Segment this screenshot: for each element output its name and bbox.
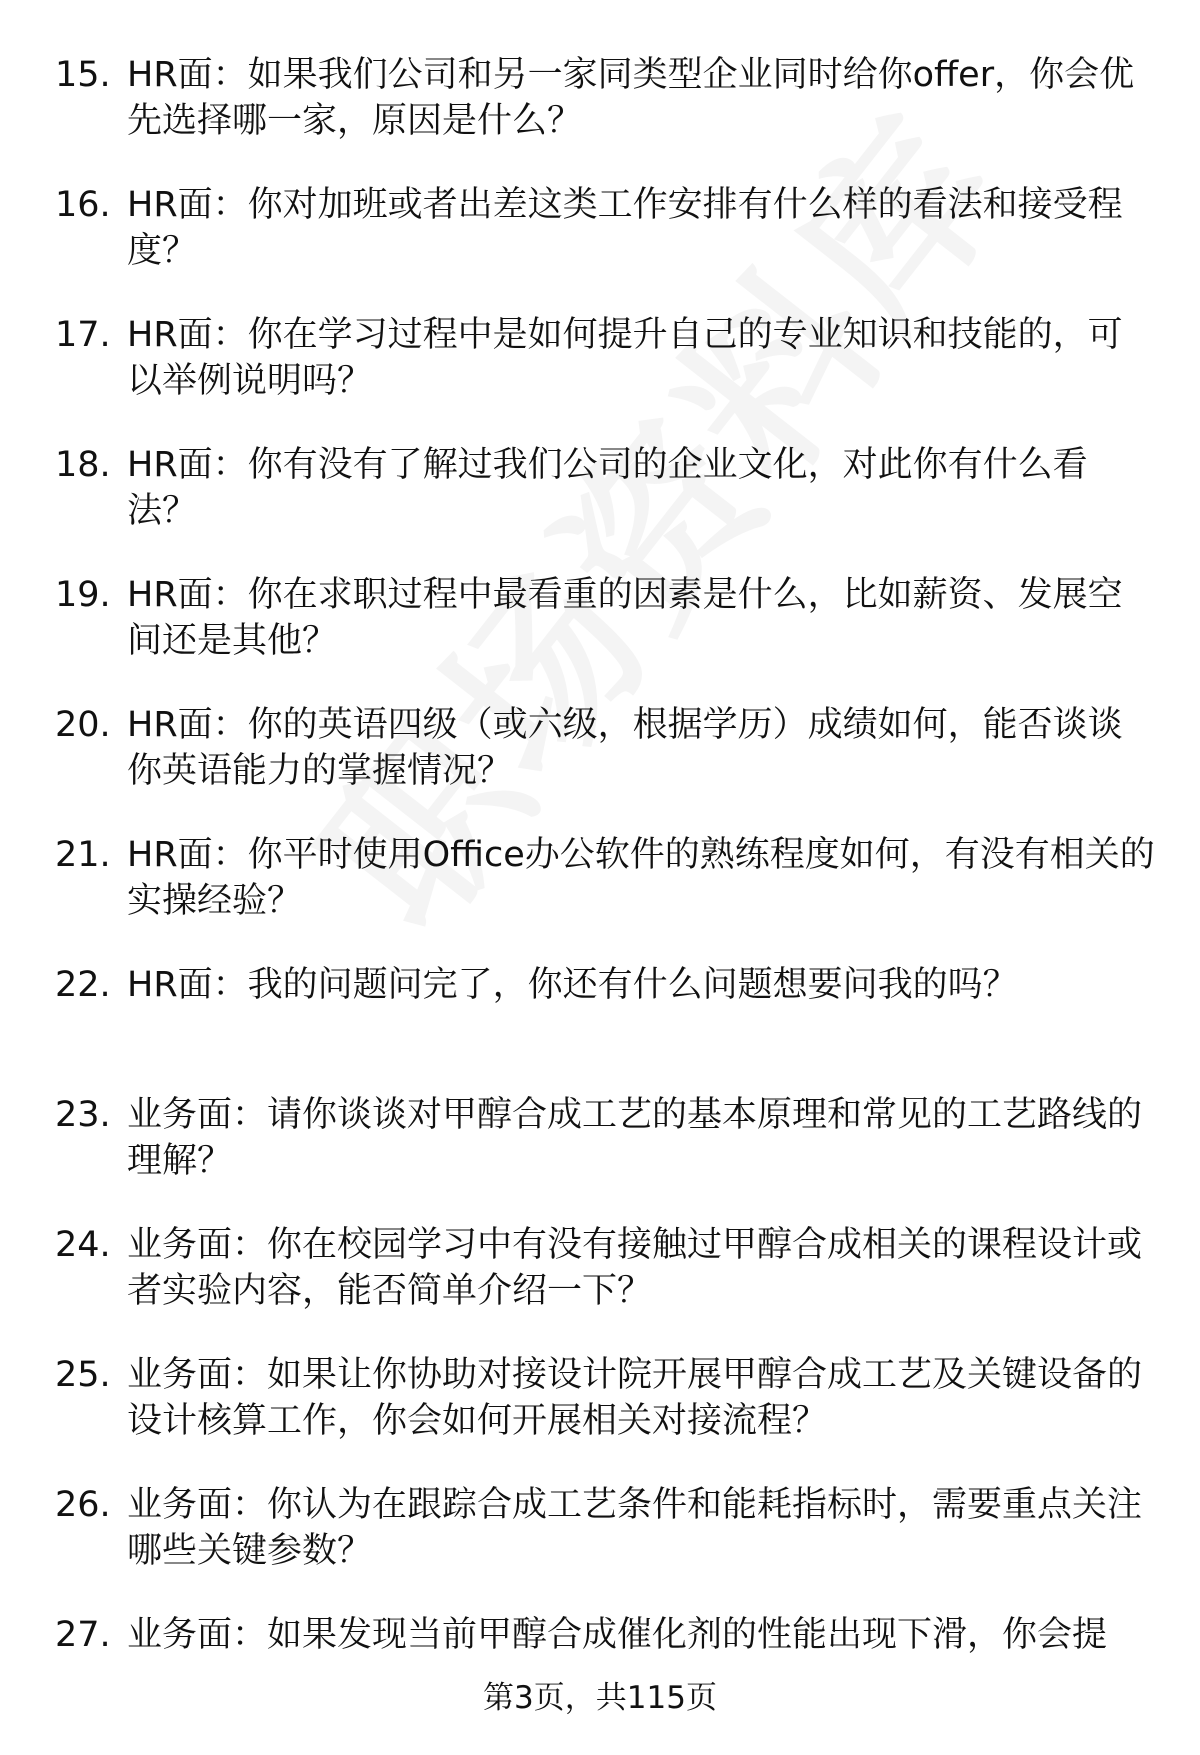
question-item xyxy=(0,1352,1200,1482)
question-number: 22. xyxy=(55,965,111,1005)
question-text: 业务面：请你谈谈对甲醇合成工艺的基本原理和常见的工艺路线的理解？ xyxy=(127,1095,1143,1181)
question-text: HR面：你平时使用Office办公软件的熟练程度如何，有没有相关的实操经验？ xyxy=(127,835,1155,921)
question-item xyxy=(0,312,1200,442)
question-text: 业务面：如果发现当前甲醇合成催化剂的性能出现下滑，你会提 xyxy=(127,1615,1108,1655)
question-item xyxy=(0,962,1200,1092)
question-number: 24. xyxy=(55,1225,111,1265)
question-item xyxy=(0,1092,1200,1222)
question-text: 业务面：如果让你协助对接设计院开展甲醇合成工艺及关键设备的设计核算工作，你会如何开展相关对接流程？ xyxy=(127,1355,1143,1441)
question-list xyxy=(0,52,1200,1742)
question-item xyxy=(0,702,1200,832)
question-text: HR面：你的英语四级（或六级，根据学历）成绩如何，能否谈谈你英语能力的掌握情况？ xyxy=(127,705,1123,791)
question-text: HR面：我的问题问完了，你还有什么问题想要问我的吗？ xyxy=(127,965,1018,1005)
question-item xyxy=(0,832,1200,962)
question-text: HR面：你对加班或者出差这类工作安排有什么样的看法和接受程度？ xyxy=(127,185,1123,271)
question-item xyxy=(0,182,1200,312)
question-number: 18. xyxy=(55,445,111,485)
question-text: 业务面：你在校园学习中有没有接触过甲醇合成相关的课程设计或者实验内容，能否简单介绍一下？ xyxy=(127,1225,1143,1311)
question-number: 20. xyxy=(55,705,111,745)
question-number: 21. xyxy=(55,835,111,875)
question-text: 业务面：你认为在跟踪合成工艺条件和能耗指标时，需要重点关注哪些关键参数？ xyxy=(127,1485,1143,1571)
question-number: 26. xyxy=(55,1485,111,1525)
question-item xyxy=(0,52,1200,182)
question-text: HR面：你在学习过程中是如何提升自己的专业知识和技能的，可以举例说明吗？ xyxy=(127,315,1123,401)
question-text: HR面：你有没有了解过我们公司的企业文化，对此你有什么看法？ xyxy=(127,445,1088,531)
question-item xyxy=(0,1222,1200,1352)
page-footer xyxy=(0,1678,1200,1718)
question-item xyxy=(0,1612,1200,1742)
question-item xyxy=(0,442,1200,572)
question-number: 27. xyxy=(55,1615,111,1655)
question-item xyxy=(0,1482,1200,1612)
question-number: 15. xyxy=(55,55,111,95)
question-number: 19. xyxy=(55,575,111,615)
question-number: 16. xyxy=(55,185,111,225)
question-item xyxy=(0,572,1200,702)
question-text: HR面：你在求职过程中最看重的因素是什么，比如薪资、发展空间还是其他？ xyxy=(127,575,1123,661)
question-number: 23. xyxy=(55,1095,111,1135)
page-number-label: 第3页，共115页 xyxy=(483,1680,717,1716)
question-number: 25. xyxy=(55,1355,111,1395)
question-text: HR面：如果我们公司和另一家同类型企业同时给你offer，你会优先选择哪一家，原因是什么？ xyxy=(127,55,1135,141)
question-number: 17. xyxy=(55,315,111,355)
